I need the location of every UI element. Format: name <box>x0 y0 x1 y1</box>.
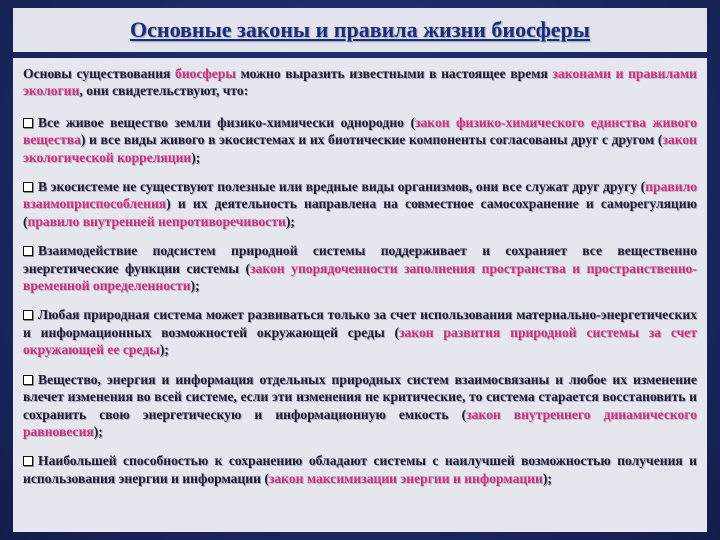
law-name: закон развития природной системы за счет окружающей ее среды <box>23 324 697 358</box>
item-text: ); <box>191 149 201 165</box>
intro-text: Основы существования <box>23 66 176 81</box>
item-text: В экосистеме не существуют полезные или вредные виды организмов, они все служат друг другу ( <box>38 179 646 195</box>
item-text: Вещество, энергия и информация отдельных природных систем взаимосвязаны и любое их изменение влечет изменения во всей системе, если эти изменения не критические, то система старается восстановить и сохранить свою энергетическую и информационную емкость ( <box>23 371 697 422</box>
list-item <box>23 452 697 487</box>
content-panel <box>13 58 707 532</box>
checkbox-bullet-icon <box>23 246 33 256</box>
list-item <box>23 114 697 166</box>
item-text: ) и все виды живого в экосистемах и их биотические компоненты согласованы друг с другом ( <box>80 132 663 148</box>
checkbox-bullet-icon <box>23 456 33 466</box>
item-text: Все живое вещество земли физико-химически однородно ( <box>38 114 416 130</box>
list-item <box>23 306 697 358</box>
item-text: ); <box>159 342 169 358</box>
checkbox-bullet-icon <box>23 182 33 192</box>
law-name: закон физико-химического единства живого вещества <box>23 114 698 148</box>
item-text: Взаимодействие подсистем природной системы поддерживает и сохраняет все вещественно энергетические функции системы ( <box>23 243 697 276</box>
law-name: закон упорядоченности заполнения пространства и пространственно-временной определенности <box>23 260 697 294</box>
slide-title: Основные законы и правила жизни биосферы <box>130 17 590 42</box>
item-text: Наибольшей способностью к сохранению обладают системы с наилучшей возможностью получения и использования энергии и информации ( <box>23 453 697 486</box>
checkbox-bullet-icon <box>23 375 33 385</box>
law-name: правило внутренней непротиворечивости <box>27 213 286 229</box>
law-name: закон экологической корреляции <box>23 132 697 165</box>
intro-text: можно выразить известными в настоящее время <box>235 66 553 81</box>
intro-term: законами и правилами экологии <box>23 66 697 99</box>
law-name: закон внутреннего динамического равновесия <box>23 406 697 439</box>
checkbox-bullet-icon <box>23 118 33 128</box>
item-text: ); <box>542 470 552 486</box>
title-panel <box>13 8 707 52</box>
intro-term: биосферы <box>175 66 236 81</box>
item-text: ) и их деятельность направлена на совместное самосохранение и саморегуляцию ( <box>23 196 697 229</box>
list-item <box>23 371 697 441</box>
intro-text: , они свидетельствуют, что: <box>79 83 249 99</box>
list-item <box>23 178 697 230</box>
item-text: Любая природная система может развиваться только за счет использования материально-энергетических и информационных возможностей окружающей среды ( <box>23 307 697 340</box>
item-text: ); <box>93 423 103 439</box>
law-name: закон максимизации энергии и информации <box>268 470 543 486</box>
item-text: ); <box>285 213 295 229</box>
intro-paragraph <box>23 65 697 100</box>
list-item <box>23 242 697 294</box>
checkbox-bullet-icon <box>23 310 33 320</box>
item-text: ); <box>190 278 200 294</box>
law-name: правило взаимоприспособления <box>23 179 697 212</box>
